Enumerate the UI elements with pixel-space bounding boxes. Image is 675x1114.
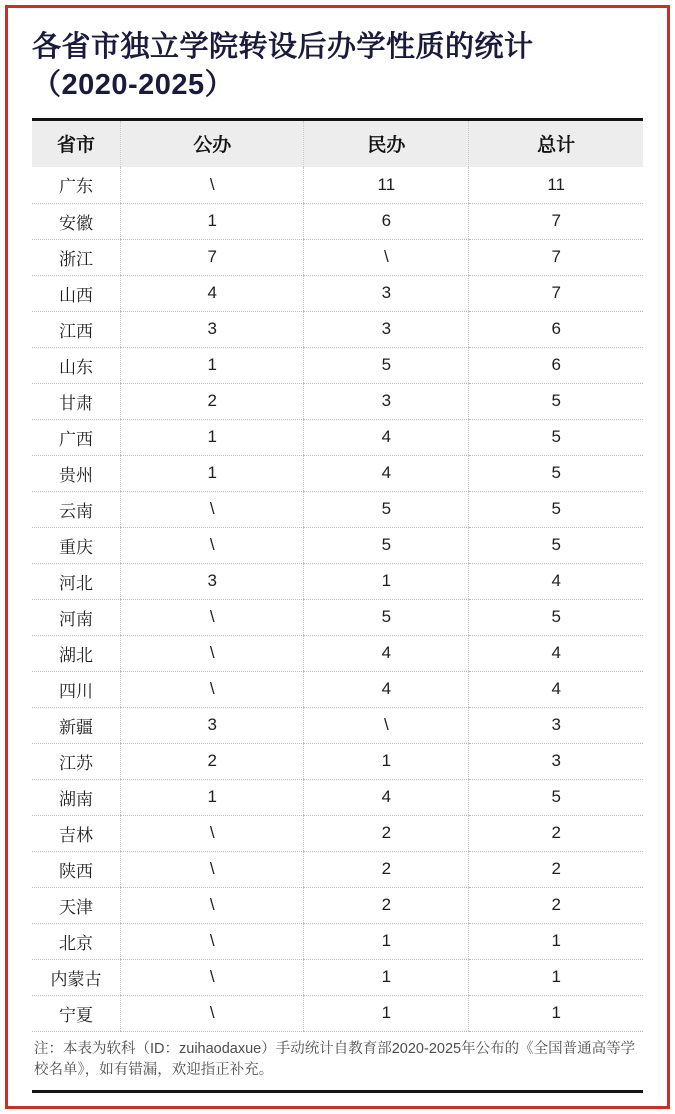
cell-province: 天津 (32, 887, 121, 923)
cell-public: \ (121, 491, 304, 527)
cell-total: 5 (469, 527, 643, 563)
cell-private: 3 (304, 311, 469, 347)
cell-public: \ (121, 635, 304, 671)
cell-public: \ (121, 527, 304, 563)
cell-private: 5 (304, 491, 469, 527)
cell-province: 江苏 (32, 743, 121, 779)
cell-province: 北京 (32, 923, 121, 959)
cell-public: 4 (121, 275, 304, 311)
cell-private: 5 (304, 527, 469, 563)
cell-total: 1 (469, 995, 643, 1031)
cell-total: 6 (469, 347, 643, 383)
cell-province: 新疆 (32, 707, 121, 743)
cell-total: 5 (469, 383, 643, 419)
table-row (32, 599, 643, 635)
table-row (32, 887, 643, 923)
table-row (32, 743, 643, 779)
cell-province: 重庆 (32, 527, 121, 563)
cell-private: 2 (304, 851, 469, 887)
cell-public: \ (121, 959, 304, 995)
cell-private: \ (304, 239, 469, 275)
cell-public: \ (121, 923, 304, 959)
cell-total: 4 (469, 563, 643, 599)
cell-province: 四川 (32, 671, 121, 707)
cell-province: 广西 (32, 419, 121, 455)
cell-province: 湖北 (32, 635, 121, 671)
cell-province: 安徽 (32, 203, 121, 239)
page-title-line2: （2020-2025） (32, 69, 235, 102)
cell-public: \ (121, 167, 304, 203)
cell-province: 宁夏 (32, 995, 121, 1031)
cell-province: 江西 (32, 311, 121, 347)
cell-province: 河北 (32, 563, 121, 599)
cell-private: 4 (304, 779, 469, 815)
cell-total: 5 (469, 599, 643, 635)
cell-total: 7 (469, 203, 643, 239)
column-header-2: 民办 (304, 119, 469, 167)
column-header-3: 总计 (469, 119, 643, 167)
table-row (32, 671, 643, 707)
table-row (32, 635, 643, 671)
table-row (32, 239, 643, 275)
table-row (32, 815, 643, 851)
cell-public: \ (121, 671, 304, 707)
cell-total: 4 (469, 671, 643, 707)
cell-province: 甘肃 (32, 383, 121, 419)
red-frame (5, 5, 670, 1109)
cell-private: 5 (304, 347, 469, 383)
cell-public: \ (121, 995, 304, 1031)
cell-province: 山东 (32, 347, 121, 383)
table-row (32, 563, 643, 599)
cell-private: 11 (304, 167, 469, 203)
cell-public: \ (121, 887, 304, 923)
table-row (32, 851, 643, 887)
cell-total: 6 (469, 311, 643, 347)
cell-public: 1 (121, 455, 304, 491)
cell-private: 1 (304, 995, 469, 1031)
cell-total: 2 (469, 815, 643, 851)
cell-private: 1 (304, 743, 469, 779)
cell-public: 1 (121, 203, 304, 239)
table-row (32, 923, 643, 959)
table-row (32, 959, 643, 995)
cell-total: 1 (469, 923, 643, 959)
table-row (32, 311, 643, 347)
cell-private: 1 (304, 563, 469, 599)
cell-private: 4 (304, 455, 469, 491)
cell-public: \ (121, 815, 304, 851)
cell-private: 1 (304, 959, 469, 995)
cell-total: 3 (469, 743, 643, 779)
table-row (32, 419, 643, 455)
table-row (32, 275, 643, 311)
table-row (32, 203, 643, 239)
cell-total: 4 (469, 635, 643, 671)
cell-private: 3 (304, 275, 469, 311)
cell-private: 5 (304, 599, 469, 635)
cell-private: 2 (304, 815, 469, 851)
cell-total: 3 (469, 707, 643, 743)
cell-public: \ (121, 599, 304, 635)
table-row (32, 995, 643, 1031)
cell-public: 1 (121, 347, 304, 383)
column-header-1: 公办 (121, 119, 304, 167)
cell-private: 3 (304, 383, 469, 419)
table-header-row (32, 119, 643, 167)
cell-public: 2 (121, 383, 304, 419)
table-row (32, 455, 643, 491)
cell-private: 4 (304, 671, 469, 707)
cell-province: 广东 (32, 167, 121, 203)
cell-public: 3 (121, 563, 304, 599)
cell-province: 河南 (32, 599, 121, 635)
cell-private: \ (304, 707, 469, 743)
table-row (32, 167, 643, 203)
cell-total: 7 (469, 275, 643, 311)
cell-public: 3 (121, 311, 304, 347)
table-section (32, 118, 643, 1094)
cell-province: 山西 (32, 275, 121, 311)
cell-public: 2 (121, 743, 304, 779)
cell-total: 2 (469, 887, 643, 923)
cell-private: 4 (304, 419, 469, 455)
cell-province: 贵州 (32, 455, 121, 491)
cell-private: 2 (304, 887, 469, 923)
cell-province: 内蒙古 (32, 959, 121, 995)
table-row (32, 527, 643, 563)
column-header-0: 省市 (32, 119, 121, 167)
cell-total: 2 (469, 851, 643, 887)
cell-total: 5 (469, 455, 643, 491)
footnote: 注：本表为软科（ID：zuihaodaxue）手动统计自教育部2020-2025年公布的《全国普通高等学校名单》，如有错漏，欢迎指正补充。 (34, 1040, 636, 1079)
cell-total: 11 (469, 167, 643, 203)
cell-province: 陕西 (32, 851, 121, 887)
table-row (32, 347, 643, 383)
stats-table (32, 118, 643, 1032)
cell-private: 1 (304, 923, 469, 959)
page-title (32, 28, 643, 105)
table-row (32, 491, 643, 527)
cell-total: 1 (469, 959, 643, 995)
cell-province: 云南 (32, 491, 121, 527)
content-container (8, 8, 667, 1106)
table-row (32, 707, 643, 743)
table-row (32, 383, 643, 419)
cell-private: 6 (304, 203, 469, 239)
page-title-line1: 各省市独立学院转设后办学性质的统计 (32, 31, 534, 63)
cell-public: 1 (121, 419, 304, 455)
cell-total: 5 (469, 491, 643, 527)
cell-total: 5 (469, 779, 643, 815)
cell-public: \ (121, 851, 304, 887)
cell-public: 1 (121, 779, 304, 815)
cell-total: 5 (469, 419, 643, 455)
cell-public: 3 (121, 707, 304, 743)
cell-total: 7 (469, 239, 643, 275)
cell-private: 4 (304, 635, 469, 671)
cell-province: 浙江 (32, 239, 121, 275)
table-row (32, 779, 643, 815)
cell-public: 7 (121, 239, 304, 275)
cell-province: 吉林 (32, 815, 121, 851)
cell-province: 湖南 (32, 779, 121, 815)
